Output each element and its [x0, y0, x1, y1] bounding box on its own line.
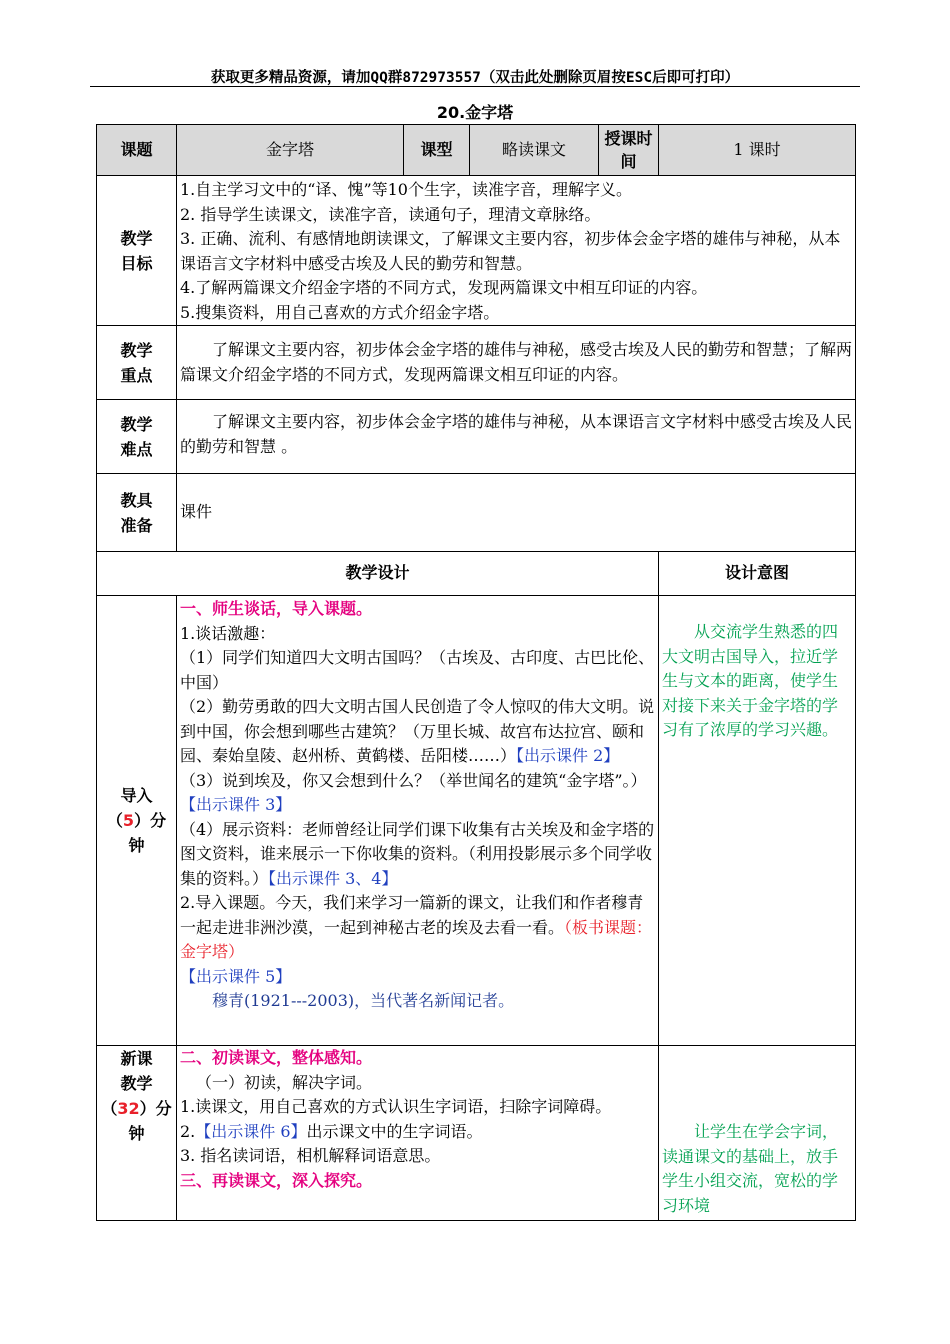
goal-item: 3. 正确、流利、有感情地朗读课文，了解课文主要内容，初步体会金字塔的雄伟与神秘，从本课语言文字材料中感受古埃及人民的勤劳和智慧。: [180, 229, 841, 273]
goals-content: [177, 176, 856, 326]
intro-label: [97, 596, 177, 1046]
info-row: [97, 125, 856, 176]
key-points-text: 了解课文主要内容，初步体会金字塔的雄伟与神秘，感受古埃及人民的勤劳和智慧；了解两篇课文介绍金字塔的不同方式，发现两篇课文相互印证的内容。: [180, 340, 853, 384]
tools-text: 课件: [180, 502, 213, 522]
tools-content: [177, 474, 856, 552]
difficulties-content: [177, 400, 856, 474]
intro-label-line1: 导入: [120, 786, 153, 805]
intro-content: [177, 596, 659, 1046]
new-lesson-label-line4: 钟: [128, 1124, 145, 1143]
intro-label-line3: 钟: [128, 836, 145, 855]
new-lesson-intent-text: 让学生在学会字词，读通课文的基础上，放手学生小组交流，宽松的学习环境: [662, 1122, 839, 1215]
goals-row: [97, 176, 856, 326]
new-lesson-line: 1.读课文，用自己喜欢的方式认识生字词语，扫除字词障碍。: [180, 1097, 612, 1116]
key-points-content: [177, 326, 856, 400]
new-lesson-heading: 二、初读课文，整体感知。: [180, 1048, 373, 1067]
intro-line: （2）勤劳勇敢的四大文明古国人民创造了令人惊叹的伟大文明。说到中国，你会想到哪些古建筑？（万里长城、故宫布达拉宫、颐和园、秦始皇陵、赵州桥、黄鹤楼、岳阳楼……）【出示课件 2】: [180, 697, 655, 765]
difficulties-label: 教学难点: [97, 400, 177, 474]
intro-line: 1.谈话激趣：: [180, 623, 276, 643]
goal-item: 1.自主学习文中的“译、愧”等10个生字，读准字音，理解字义。: [180, 180, 632, 199]
design-header-left: 教学设计: [97, 552, 659, 596]
goal-item: 5.搜集资料，用自己喜欢的方式介绍金字塔。: [180, 302, 500, 322]
new-lesson-subheading: （一）初读，解决字词。: [196, 1072, 373, 1092]
tools-label: 教具准备: [97, 474, 177, 552]
header-divider: [90, 86, 860, 87]
intro-intent-text: 从交流学生熟悉的四大文明古国导入，拉近学生与文本的距离，使学生对接下来关于金字塔的学习有了浓厚的学习兴趣。: [662, 622, 839, 739]
type-value: 略读课文: [470, 125, 599, 176]
key-points-row: [97, 326, 856, 400]
intro-line: （1）同学们知道四大文明古国吗？（古埃及、古印度、古巴比伦、中国）: [180, 648, 655, 692]
courseware-tag: 【出示课件 3】: [180, 795, 292, 814]
new-lesson-line: 3. 指名读词语，相机解释词语意思。: [180, 1146, 441, 1165]
intro-line: （3）说到埃及，你又会想到什么？（举世闻名的建筑“金字塔”。）【出示课件 3】: [180, 770, 647, 814]
intro-line: 2.导入课题。今天，我们来学习一篇新的课文，让我们和作者穆青一起走进非洲沙漠，一起到神秘古老的埃及去看一看。（板书课题：金字塔）: [180, 893, 653, 961]
new-lesson-minutes: 32: [117, 1099, 140, 1118]
new-lesson-heading-2: 三、再读课文，深入探究。: [180, 1170, 373, 1190]
new-lesson-label-line1: 新课: [120, 1049, 153, 1068]
goal-item: 4.了解两篇课文介绍金字塔的不同方式，发现两篇课文中相互印证的内容。: [180, 278, 708, 297]
key-points-label: 教学重点: [97, 326, 177, 400]
page-header-note: 获取更多精品资源，请加QQ群872973557（双击此处删除页眉按ESC后即可打印）: [210, 70, 740, 86]
intro-minutes: 5: [122, 811, 135, 830]
topic-value: 金字塔: [177, 125, 404, 176]
new-lesson-label: [97, 1046, 177, 1221]
type-label: 课型: [404, 125, 470, 176]
courseware-tag: 【出示课件 6】: [195, 1121, 307, 1141]
intro-intent: [659, 596, 856, 1046]
section-new-lesson-row: [97, 1046, 856, 1221]
section-intro-row: [97, 596, 856, 1046]
design-header-right: 设计意图: [659, 552, 856, 596]
design-header-row: [97, 552, 856, 596]
board-title-note: （板书课题：金字塔）: [180, 917, 653, 961]
new-lesson-label-line2: 教学: [120, 1074, 153, 1093]
intro-heading: 一、师生谈话，导入课题。: [180, 599, 373, 618]
courseware-tag: 【出示课件 5】: [180, 966, 292, 986]
document-title: 20.金字塔: [436, 103, 514, 122]
new-lesson-line: 2.【出示课件 6】出示课文中的生字词语。: [180, 1121, 483, 1141]
lesson-plan-table: [96, 124, 856, 1221]
difficulties-row: [97, 400, 856, 474]
time-label: 授课时间: [599, 125, 659, 176]
tools-row: [97, 474, 856, 552]
intro-label-line2: （5）分: [106, 811, 167, 830]
goals-label: 教学目标: [97, 176, 177, 326]
difficulties-text: 了解课文主要内容，初步体会金字塔的雄伟与神秘，从本课语言文字材料中感受古埃及人民的勤劳和智慧 。: [180, 412, 853, 456]
new-lesson-content: [177, 1046, 659, 1221]
intro-line: （4）展示资料：老师曾经让同学们课下收集有古关埃及和金字塔的图文资料，谁来展示一下你收集的资料。（利用投影展示多个同学收集的资料。）【出示课件 3、4】: [180, 819, 655, 888]
time-value: 1 课时: [659, 125, 856, 176]
topic-label: 课题: [97, 125, 177, 176]
courseware-tag: 【出示课件 3、4】: [268, 868, 398, 888]
new-lesson-intent: [659, 1046, 856, 1221]
courseware-tag: 【出示课件 2】: [516, 746, 620, 765]
goal-item: 2. 指导学生读课文，读准字音，读通句子，理清文章脉络。: [180, 204, 601, 224]
new-lesson-label-line3: （32）分: [101, 1099, 172, 1118]
author-note: 穆青(1921---2003)，当代著名新闻记者。: [212, 991, 515, 1010]
